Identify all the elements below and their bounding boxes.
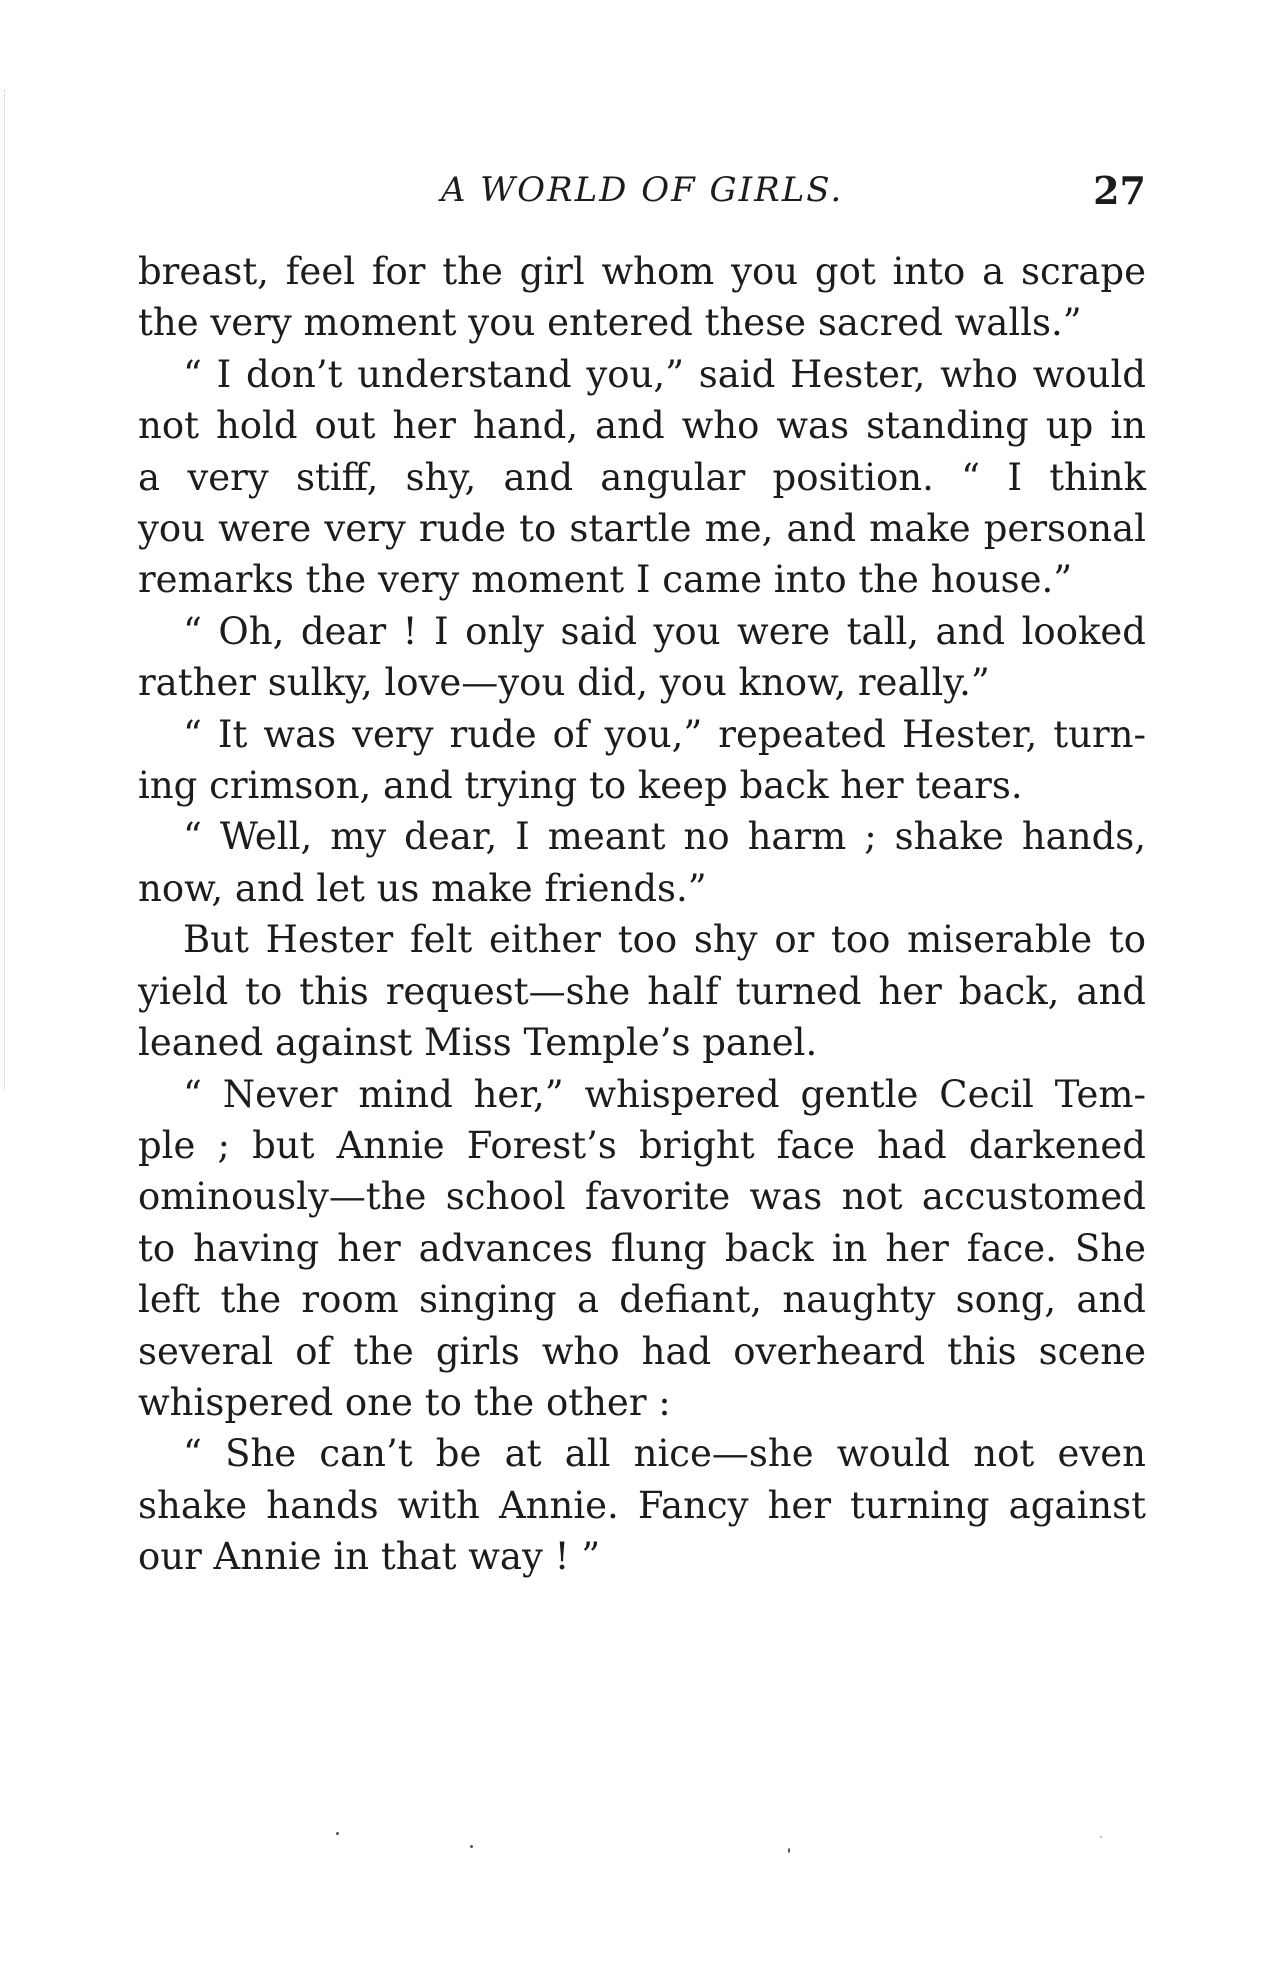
scan-speck [336,1832,339,1835]
text-line: “ It was very rude of you,” repeated Hester, turn- [183,712,1146,756]
text-line: leaned against Miss Temple’s panel. [138,1021,818,1065]
text-line: ple ; but Annie Forest’s bright face had darkened [138,1123,1146,1167]
text-line: you were very rude to startle me, and make personal [138,507,1146,551]
text-line: the very moment you entered these sacred walls.” [138,301,1082,345]
running-title-text: A WORLD OF GIRLS. [440,170,844,210]
scan-speck [1100,1836,1102,1838]
text-line: now, and let us make friends.” [138,866,707,910]
text-line: ing crimson, and trying to keep back her tears. [138,764,1023,808]
text-line: “ Well, my dear, I meant no harm ; shake hands, [183,815,1146,859]
text-line: yield to this request—she half turned her back, and [138,969,1146,1013]
text-line: left the room singing a defiant, naughty song, and [138,1278,1146,1322]
page-number: 27 [1093,168,1146,213]
running-title [138,170,1146,210]
text-line: “ Oh, dear ! I only said you were tall, and looked [183,609,1146,653]
text-line: whispered one to the other : [138,1380,671,1424]
text-line: “ I don’t understand you,” said Hester, who would [183,352,1146,396]
text-line: a very stiff, shy, and angular position. “ I think [138,455,1146,499]
text-line: But Hester felt either too shy or too miserable to [183,918,1146,962]
text-line: “ Never mind her,” whispered gentle Cecil Tem- [183,1072,1146,1116]
running-head [138,170,1146,220]
text-line: our Annie in that way ! ” [138,1535,601,1579]
text-line: “ She can’t be at all nice—she would not even [183,1432,1146,1476]
text-line: ominously—the school favorite was not accustomed [138,1175,1146,1219]
text-line: several of the girls who had overheard this scene [138,1329,1146,1373]
text-line: remarks the very moment I came into the house.” [138,558,1073,602]
left-margin-scan-artifact [4,90,11,1090]
text-line: to having her advances flung back in her face. She [138,1226,1146,1270]
scan-speck [788,1848,790,1853]
body-text [138,246,1146,1583]
scan-speck [470,1845,473,1848]
text-line: not hold out her hand, and who was standing up in [138,404,1146,448]
text-line: shake hands with Annie. Fancy her turning against [138,1483,1146,1527]
text-line: breast, feel for the girl whom you got into a scrape [138,250,1146,293]
text-line: rather sulky, love—you did, you know, really.” [138,661,990,705]
